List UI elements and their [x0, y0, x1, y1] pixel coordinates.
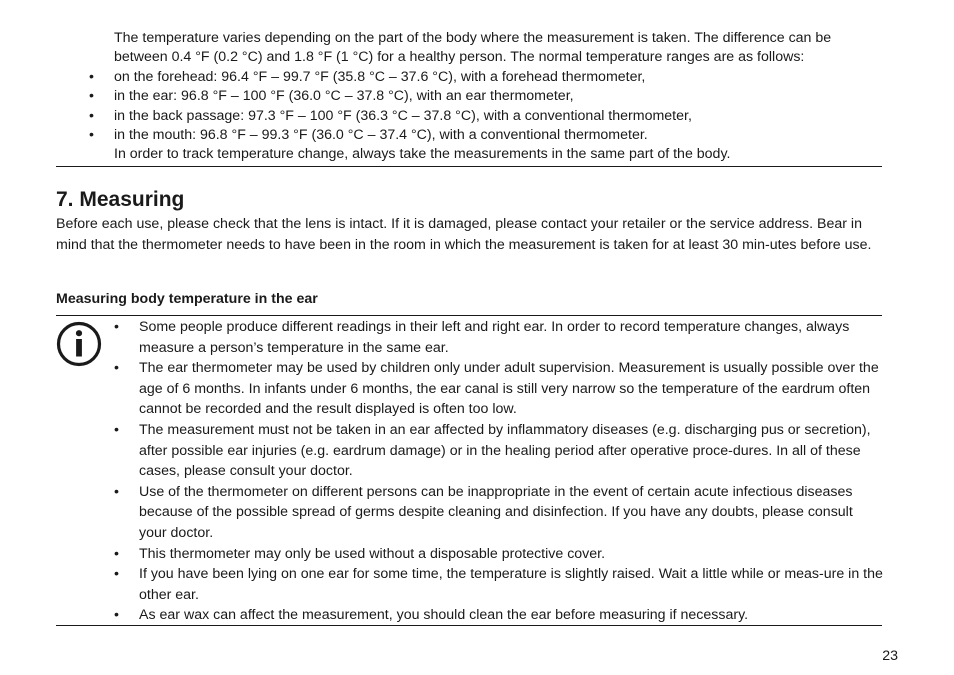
note-text: This thermometer may only be used without a disposable protective cover.: [139, 545, 606, 562]
section-paragraph: Before each use, please check that the lens is intact. If it is damaged, please contact your retailer or the service address. Bear in mind that the thermometer needs to have been in the room in which the measurement is taken for at least 30 min-utes before use.: [56, 216, 872, 253]
note-text: As ear wax can affect the measurement, you should clean the ear before measuring if necessary.: [139, 607, 749, 624]
note-item: [114, 317, 884, 358]
bullet: •: [114, 421, 119, 438]
note-item: [114, 482, 884, 544]
ear-measurement-notes: [114, 317, 884, 626]
bullet: •: [114, 360, 119, 377]
page-number: 23: [882, 648, 898, 664]
range-item-ear: [89, 87, 884, 106]
note-item: [114, 564, 884, 605]
note-item: [114, 544, 884, 565]
range-item-back-passage: [89, 107, 884, 126]
note-text: Some people produce different readings in their left and right ear. In order to record temperature changes, always measure a person’s temperature in the same ear.: [139, 319, 850, 356]
closing-note: In order to track temperature change, always take the measurements in the same part of the body.: [114, 146, 731, 163]
note-text: If you have been lying on one ear for some time, the temperature is slightly raised. Wait a little while or meas-ure in the other ear.: [139, 566, 883, 603]
range-item-forehead: [89, 68, 884, 87]
bullet: •: [89, 127, 94, 144]
note-item: [114, 358, 884, 420]
note-text: The measurement must not be taken in an ear affected by inflammatory diseases (e.g. discharging pus or secretion), after possible ear injuries (e.g. eardrum damage) or in the healing period after operative proce-dures. In all of these cases, please consult your doctor.: [139, 421, 871, 480]
temperature-range-list: [89, 68, 884, 146]
bullet: •: [89, 107, 94, 124]
range-item-mouth: [89, 126, 884, 145]
range-text: on the forehead: 96.4 °F – 99.7 °F (35.8 °C – 37.6 °C), with a forehead thermometer,: [114, 68, 646, 85]
section-title: 7. Measuring: [56, 188, 185, 211]
range-text: in the back passage: 97.3 °F – 100 °F (36.3 °C – 37.8 °C), with a conventional thermometer,: [114, 107, 692, 124]
divider-notes-top: [56, 315, 882, 316]
note-item: [114, 605, 884, 626]
bullet: •: [114, 545, 119, 562]
divider-top: [56, 166, 882, 167]
range-text: in the mouth: 96.8 °F – 99.3 °F (36.0 °C – 37.4 °C), with a conventional thermometer.: [114, 127, 648, 144]
bullet: •: [89, 68, 94, 85]
range-text: in the ear: 96.8 °F – 100 °F (36.0 °C – 37.8 °C), with an ear thermometer,: [114, 88, 574, 105]
bullet: •: [114, 483, 119, 500]
bullet: •: [114, 566, 119, 583]
bullet: •: [114, 319, 119, 335]
intro-paragraph: The temperature varies depending on the part of the body where the measurement is taken. The difference can be between 0.4 °F (0.2 °C) and 1.8 °F (1 °C) for a healthy person. The normal temperature ranges are as follows:: [114, 30, 832, 66]
info-icon: [56, 321, 102, 367]
bullet: •: [114, 607, 119, 624]
temperature-ranges-block: [89, 29, 884, 165]
divider-bottom: [56, 625, 882, 626]
note-text: The ear thermometer may be used by children only under adult supervision. Measurement is usually possible over the age of 6 months. In infants under 6 months, the ear canal is still very narrow so the temperature of the eardrum often cannot be recorded and the result displayed is often too low.: [139, 360, 879, 418]
note-text: Use of the thermometer on different persons can be inappropriate in the event of certain acute infectious diseases because of the possible spread of germs despite cleaning and disinfection. If you have any doubts, please consult your doctor.: [139, 483, 853, 541]
note-item: [114, 420, 884, 482]
subsection-title: Measuring body temperature in the ear: [56, 291, 318, 307]
bullet: •: [89, 88, 94, 105]
